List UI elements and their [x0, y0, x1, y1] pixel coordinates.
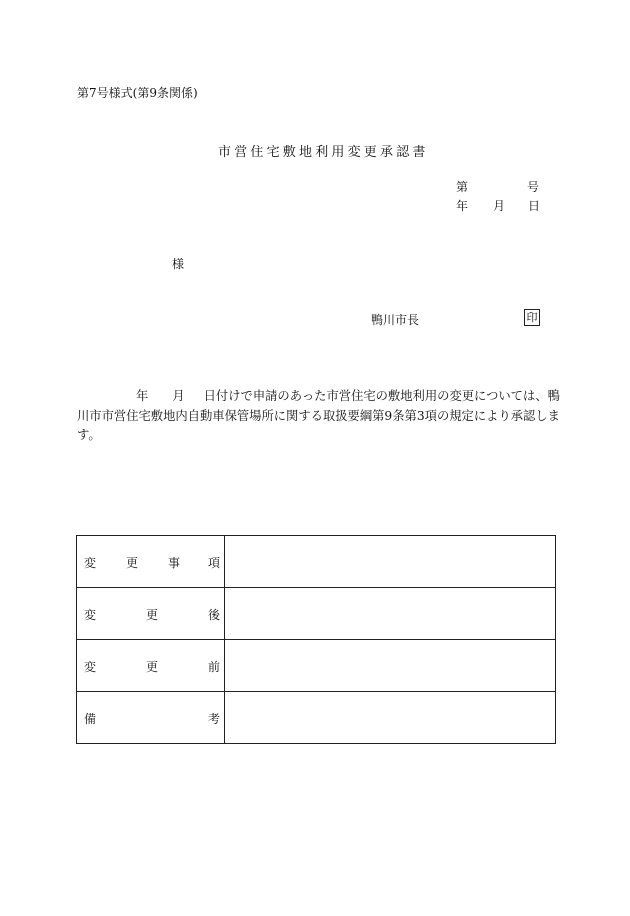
table-row [77, 692, 556, 744]
table-row [77, 536, 556, 588]
form-number: 第7号様式(第9条関係) [77, 86, 198, 100]
row-label-after-change: 変 更 後 [77, 588, 225, 640]
body-date-month: 月 [172, 389, 185, 403]
body-text: 日付けで申請のあった市営住宅の敷地利用の変更については、鴨 [203, 389, 560, 403]
reference-number-prefix: 第 [456, 180, 469, 194]
body-date-year: 年 [136, 389, 149, 403]
addressee-honorific: 様 [172, 257, 185, 271]
row-label-change-item: 変 更 事 項 [77, 536, 225, 588]
issue-date-month: 月 [493, 199, 506, 213]
document-title: 市営住宅敷地利用変更承認書 [218, 145, 429, 160]
body-line-1 [77, 386, 560, 404]
reference-number-suffix: 号 [527, 180, 540, 194]
issuer-name: 鴨川市長 [371, 313, 420, 327]
table-row [77, 640, 556, 692]
row-label-remarks: 備 考 [77, 692, 225, 744]
after-change-field[interactable] [225, 588, 556, 640]
change-item-field[interactable] [225, 536, 556, 588]
table-row [77, 588, 556, 640]
issue-date-year: 年 [456, 199, 469, 213]
body-line-2: 川市市営住宅敷地内自動車保管場所に関する取扱要綱第9条第3項の規定により承認しま [77, 409, 560, 423]
body-line-3: す。 [77, 428, 101, 442]
row-label-before-change: 変 更 前 [77, 640, 225, 692]
detail-table [76, 535, 556, 744]
issue-date-day: 日 [528, 199, 541, 213]
seal-mark: 印 [524, 309, 540, 326]
before-change-field[interactable] [225, 640, 556, 692]
remarks-field[interactable] [225, 692, 556, 744]
